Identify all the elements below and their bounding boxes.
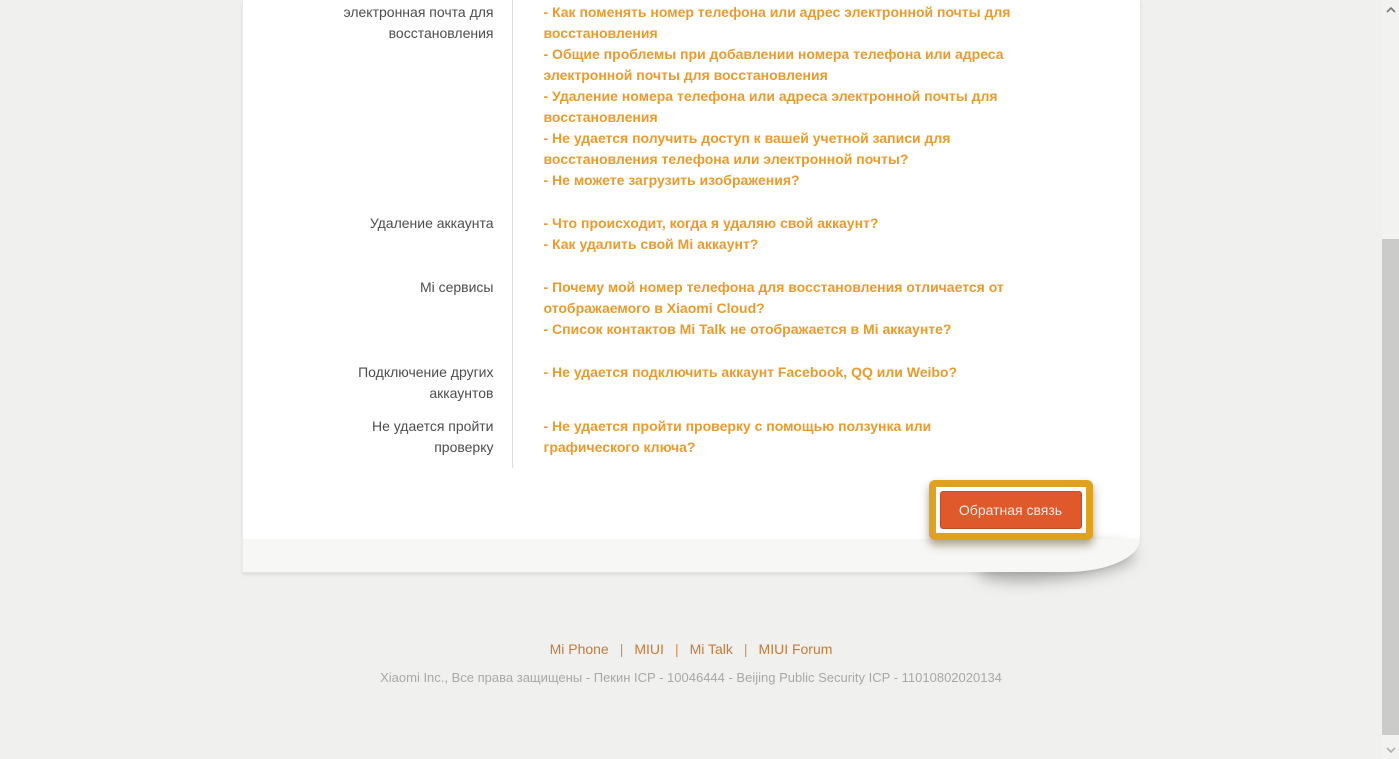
faq-question-link[interactable]: - Не можете загрузить изображения?: [543, 172, 800, 188]
footer-separator: |: [619, 641, 624, 657]
faq-question-link[interactable]: - Что происходит, когда я удаляю свой аккаунт?: [543, 215, 879, 231]
faq-question-link[interactable]: - Общие проблемы при добавлении номера телефона или адреса электронной почты для восстановления: [543, 46, 1004, 83]
feedback-button-row: [243, 480, 1140, 540]
footer-link-miui-forum[interactable]: MIUI Forum: [758, 641, 833, 657]
faq-question-link[interactable]: - Не удается пройти проверку с помощью ползунка или графического ключа?: [543, 418, 932, 455]
scroll-up-button[interactable]: [1382, 1, 1399, 18]
footer-links: [242, 641, 1141, 657]
faq-section: [243, 362, 1140, 404]
scrollbar-thumb[interactable]: [1382, 239, 1399, 735]
faq-section: [243, 277, 1140, 340]
copyright-text: Xiaomi Inc., Все права защищены - Пекин ICP - 10046444 - Beijing Public Security ICP - 11010802020134: [380, 670, 1002, 685]
footer-link-mi-phone[interactable]: Mi Phone: [549, 641, 609, 657]
card-footer-band: [243, 539, 1140, 572]
chevron-up-icon: [1386, 7, 1396, 13]
faq-question-link[interactable]: - Не удается подключить аккаунт Facebook, QQ или Weibo?: [543, 364, 958, 380]
faq-question-link[interactable]: - Почему мой номер телефона для восстановления отличается от отображаемого в Xiaomi Cloud?: [543, 279, 1004, 316]
click-highlight: [929, 480, 1093, 540]
faq-category-label: Не удается пройти проверку: [371, 418, 494, 455]
feedback-button[interactable]: Обратная связь: [940, 491, 1082, 529]
faq-category-label: Удаление аккаунта: [369, 215, 494, 231]
faq-question-link[interactable]: - Удаление номера телефона или адреса электронной почты для восстановления: [543, 88, 998, 125]
faq-section: [243, 416, 1140, 458]
faq-category-label: Mi сервисы: [419, 279, 494, 295]
site-footer: [242, 641, 1141, 685]
faq-question-link[interactable]: - Как поменять номер телефона или адрес электронной почты для восстановления: [543, 4, 1011, 41]
faq-section: [243, 2, 1140, 191]
faq-category-label: Подключение других аккаунтов: [358, 364, 494, 401]
faq-card: [242, 0, 1141, 573]
footer-link-miui[interactable]: MIUI: [634, 641, 664, 657]
scroll-down-button[interactable]: [1382, 741, 1399, 758]
faq-section: [243, 213, 1140, 255]
footer-separator: |: [674, 641, 679, 657]
column-divider: [512, 0, 513, 468]
content-wrapper: [242, 0, 1141, 685]
faq-question-link[interactable]: - Список контактов Mi Talk не отображается в Mi аккаунте?: [543, 321, 952, 337]
vertical-scrollbar[interactable]: [1382, 0, 1399, 759]
faq-category-label: электронная почта для восстановления: [343, 4, 494, 41]
chevron-down-icon: [1386, 747, 1396, 753]
footer-link-mi-talk[interactable]: Mi Talk: [689, 641, 733, 657]
faq-question-link[interactable]: - Не удается получить доступ к вашей учетной записи для восстановления телефона или электронной почты?: [543, 130, 951, 167]
faq-question-link[interactable]: - Как удалить свой Mi аккаунт?: [543, 236, 759, 252]
footer-separator: |: [743, 641, 748, 657]
